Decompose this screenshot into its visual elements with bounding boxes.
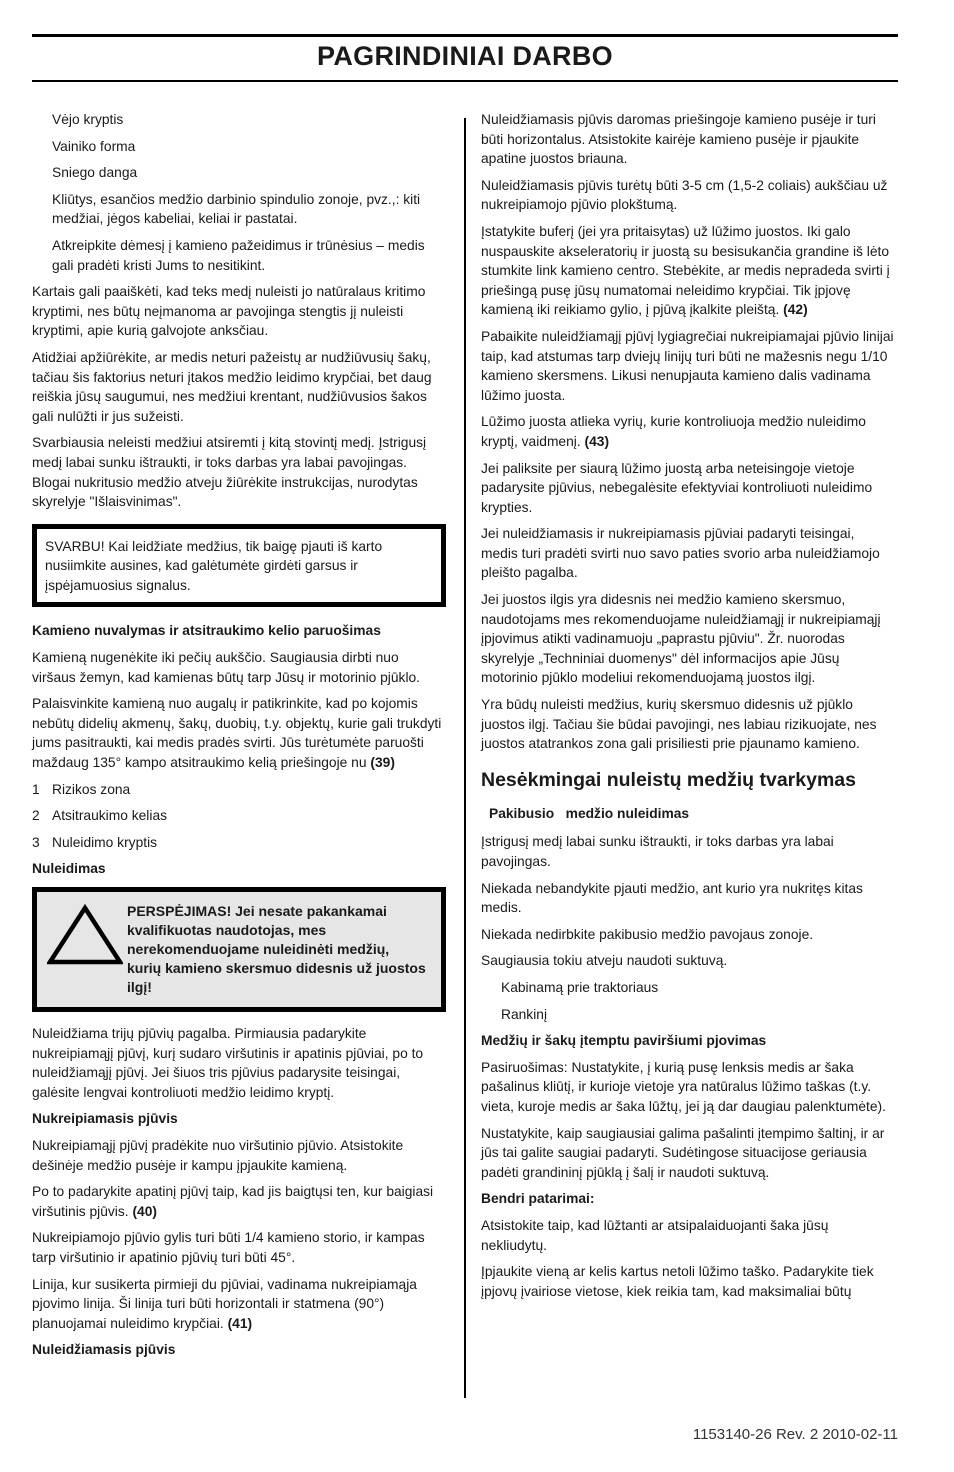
list-item: Atkreipkite dėmesį į kamieno pažeidimus ir trūnėsius – medis gali pradėti kristi Jums to nesitikint. <box>52 237 425 273</box>
paragraph: Atsistokite taip, kad lūžtanti ar atsipalaiduojanti šaka jūsų nekliudytų. <box>481 1217 829 1253</box>
important-notice-text: SVARBU! Kai leidžiate medžius, tik baigę pjauti iš karto nusiimkite ausines, kad galėtumėte girdėti garsus ir įspėjamuosius signalus. <box>45 538 383 593</box>
paragraph-text: Palaisvinkite kamieną nuo augalų ir patikrinkite, kad po kojomis nebūtų didelių akmenų, šakų, duobių, t.y. objektų, kurie gali trukdyti jums pasitraukti, kai medis pradės svirti. Jūs turėtumėte paruošti maždaug 135° kampo atsitraukimo kelią priešingoje nu <box>32 696 442 771</box>
item-text: Atsitraukimo kelias <box>52 808 168 824</box>
list-item: Vainiko forma <box>52 138 136 154</box>
warning-triangle-icon <box>47 902 127 972</box>
paragraph: Saugiausia tokiu atveju naudoti suktuvą. <box>481 953 728 969</box>
paragraph: Pasiruošimas: Nustatykite, į kurią pusę lenksis medis ar šaka pašalinus kliūtį, ir kurioje vietoje yra natūralus lūžimo taškas (t.y. vieta, kuroje medis ar šaka lūžtų, jei ją dar daugiau palenktumėte). <box>481 1059 886 1114</box>
paragraph: Niekada nebandykite pjauti medžio, ant kurio yra nukritęs kitas medis. <box>481 880 863 916</box>
right-column <box>481 110 895 1308</box>
paragraph: Svarbiausia neleisti medžiui atsiremti į kitą stovintį medį. Įstrigusį medį labai sunku ištraukti, ir toks darbas yra labai pavojingas. Blogai nukritusio medžio atveju žiūrėkite instrukcijas, nurodytas skyrelyje "Išlaisvinimas". <box>32 435 427 510</box>
paragraph: Nuleidžiamasis pjūvis daromas priešingoje kamieno pusėje ir turi būti horizontalus. Atsistokite kairėje kamieno pusėje ir pjaukite apatine juostos briauna. <box>481 112 876 167</box>
column-divider <box>464 118 466 1398</box>
warning-box <box>32 887 446 1012</box>
paragraph <box>32 1275 446 1334</box>
paragraph: Nukreipiamojo pjūvio gylis turi būti 1/4 kamieno storio, ir kampas tarp viršutinio ir apatinio pjūvių turi būti 45°. <box>32 1230 425 1265</box>
section-heading-felling-cut: Nuleidžiamasis pjūvis <box>32 1342 176 1358</box>
paragraph: Pabaikite nuleidžiamąjį pjūvį lygiagrečiai nukreipiamajai pjūvio linijai taip, kad atstumas tarp dviejų linijų turi būti ne mažesnis negu 1/10 kamieno skersmens. Likusi nenupjauta kamieno dalis vadinama lūžimo juosta. <box>481 328 894 403</box>
section-heading-felling: Nuleidimas <box>32 861 106 877</box>
header-rule-bottom <box>32 80 898 82</box>
figure-reference: (42) <box>783 302 808 318</box>
list-item: Kabinamą prie traktoriaus <box>501 979 659 995</box>
list-item: Rankinį <box>501 1006 548 1022</box>
section-heading-general-tips: Bendri patarimai: <box>481 1191 595 1207</box>
item-number: 3 <box>32 834 40 850</box>
paragraph: Nuleidžiamasis pjūvis turėtų būti 3-5 cm (1,5-2 coliais) aukščiau už nukreipiamojo pjūvio plokštumą. <box>481 177 888 213</box>
figure-reference: (40) <box>132 1203 157 1219</box>
document-code: 1153140-26 Rev. 2 2010-02-11 <box>692 1426 898 1443</box>
paragraph <box>481 412 895 451</box>
paragraph-text: Po to padarykite apatinį pjūvį taip, kad jis baigtųsi ten, kur baigiasi viršutinis pjūvis. <box>32 1184 434 1219</box>
paragraph: Įstrigusį medį labai sunku ištraukti, ir toks darbas yra labai pavojingas. <box>481 834 834 869</box>
numbered-item <box>32 833 446 853</box>
item-number: 2 <box>32 808 40 824</box>
item-text: Nuleidimo kryptis <box>52 834 158 850</box>
figure-reference: (41) <box>227 1315 253 1331</box>
paragraph: Nuleidžiama trijų pjūvių pagalba. Pirmiausia padarykite nukreipiamąjį pjūvį, kurį sudaro viršutinis ir apatinis pjūviai, po to nuleidžiamąjį pjūvį. Jei šiuos tris pjūvius padarysite teisingai, galėsite lengvai kontroliuoti medžio leidimo kryptį. <box>32 1026 424 1100</box>
paragraph: Jei juostos ilgis yra didesnis nei medžio kamieno skersmuo, naudotojams mes rekomenduojame nuleidžiamąjį ir nukreipiamąjį įpjovimus atikti vadinamuoju „paprastu pjūviu". Žr. nuorodas skyrelyje „Techniniai duomenys" dėl informacijos apie Jūsų motorinio pjūklo modeliui rekomenduojamą juostos ilgį. <box>481 592 881 686</box>
paragraph <box>32 694 446 772</box>
paragraph: Kamieną nugenėkite iki pečių aukščio. Saugiausia dirbti nuo viršaus žemyn, kad kamienas būtų tarp Jūsų ir motorinio pjūklo. <box>32 650 421 685</box>
figure-reference: (43) <box>584 433 610 449</box>
paragraph-text: Lūžimo juosta atlieka vyrių, kurie kontroliuoja medžio nuleidimo kryptį, vaidmenį. <box>481 414 866 449</box>
section-title: Nesėkmingai nuleistų medžių tvarkymas <box>481 768 856 791</box>
important-notice-box <box>32 524 446 608</box>
section-heading-tension: Medžių ir šakų įtemptu paviršiumi pjovimas <box>481 1033 767 1049</box>
paragraph: Jei nuleidžiamasis ir nukreipiamasis pjūviai padaryti teisingai, medis turi pradėti svirti nuo savo paties svorio arba nuleidžiamojo pleišto pagalba. <box>481 526 880 581</box>
warning-text: PERSPĖJIMAS! Jei nesate pakankamai kvalifikuotas naudotojas, mes nerekomenduojame nuleidinėti medžių, kurių kamieno skersmuo didesnis už juostos ilgį! <box>127 903 426 995</box>
paragraph-text: Linija, kur susikerta pirmieji du pjūviai, vadinama nukreipiamąja pjovimo linija. Ši linija turi būti horizontali ir statmena (90°) planuojamai nuleidimo krypčiai. <box>32 1276 417 1331</box>
paragraph <box>481 222 895 320</box>
item-text: Rizikos zona <box>52 781 131 797</box>
numbered-item <box>32 806 446 826</box>
subsection-heading-hanging-tree: Pakibusio medžio nuleidimas <box>489 805 690 821</box>
paragraph: Niekada nedirbkite pakibusio medžio pavojaus zonoje. <box>481 926 814 942</box>
page-title: PAGRINDINIAI DARBO <box>317 41 613 71</box>
paragraph: Yra būdų nuleisti medžius, kurių skersmuo didesnis už pjūklo juostos ilgį. Tačiau šie būdai pavojingi, nes labiau rizikuojate, nes juostos atatrankos zona gali prisiliesti prie pjaunamo kamieno. <box>481 697 877 752</box>
figure-reference: (39) <box>370 755 395 771</box>
paragraph: Atidžiai apžiūrėkite, ar medis neturi pažeistų ar nudžiūvusių šakų, tačiau šis faktorius neturi įtakos medžio leidimo krypčiai, bet daug reiškia jūsų saugumui, nes medžiui krentant, nudžiūvusios šakos gali nulūžti ir jus sužeisti. <box>32 349 432 424</box>
paragraph: Nustatykite, kaip saugiausiai galima pašalinti įtempimo šaltinį, ir ar jūs tai galite saugiai padaryti. Sudėtingose situacijose geriausia padėti grandininį pjūklą į šalį ir naudoti suktuvą. <box>481 1125 885 1180</box>
header-rule-top <box>32 34 898 37</box>
section-heading-clearing: Kamieno nuvalymas ir atsitraukimo kelio paruošimas <box>32 623 381 639</box>
list-item: Sniego danga <box>52 165 138 181</box>
left-column <box>32 110 446 1367</box>
paragraph: Nukreipiamąjį pjūvį pradėkite nuo viršutinio pjūvio. Atsistokite dešinėje medžio pusėje ir kampu įpjaukite kamieną. <box>32 1137 404 1173</box>
item-number: 1 <box>32 781 40 797</box>
section-heading-direction-cut: Nukreipiamasis pjūvis <box>32 1111 178 1127</box>
paragraph: Įpjaukite vieną ar kelis kartus netoli lūžimo taško. Padarykite tiek įpjovų įvairiose vietose, kiek reikia tam, kad maksimaliai būtų <box>481 1264 874 1299</box>
paragraph: Kartais gali paaiškėti, kad teks medį nuleisti jo natūralaus kritimo kryptimi, nes būtų neįmanoma ar pavojinga stengtis jį nuleisti kryptimi, apie kurią galvojote anksčiau. <box>32 284 426 339</box>
list-item: Kliūtys, esančios medžio darbinio spindulio zonoje, pvz.,: kiti medžiai, jėgos kabeliai, keliai ir pastatai. <box>52 191 421 227</box>
list-item: Vėjo kryptis <box>52 112 124 127</box>
paragraph <box>32 1182 446 1221</box>
numbered-item <box>32 780 446 800</box>
paragraph: Jei paliksite per siaurą lūžimo juostą arba neteisingoje vietoje padarysite pjūvius, nebegalėsite efektyviai kontroliuoti nuleidimo krypties. <box>481 460 873 515</box>
paragraph-text: Įstatykite buferį (jei yra pritaisytas) už lūžimo juostos. Iki galo nuspauskite akseleratorių ir juostą su besisukančia grandine iš lėto stumkite link kamieno centro. Stebėkite, ar medis nepradeda svirti į priešingą pusę jūsų numatomai neleidimo krypčiai. Tik įpjovę kamieną iki reikiamo gylio, į pjūvą įkalkite pleištą. <box>481 223 890 318</box>
